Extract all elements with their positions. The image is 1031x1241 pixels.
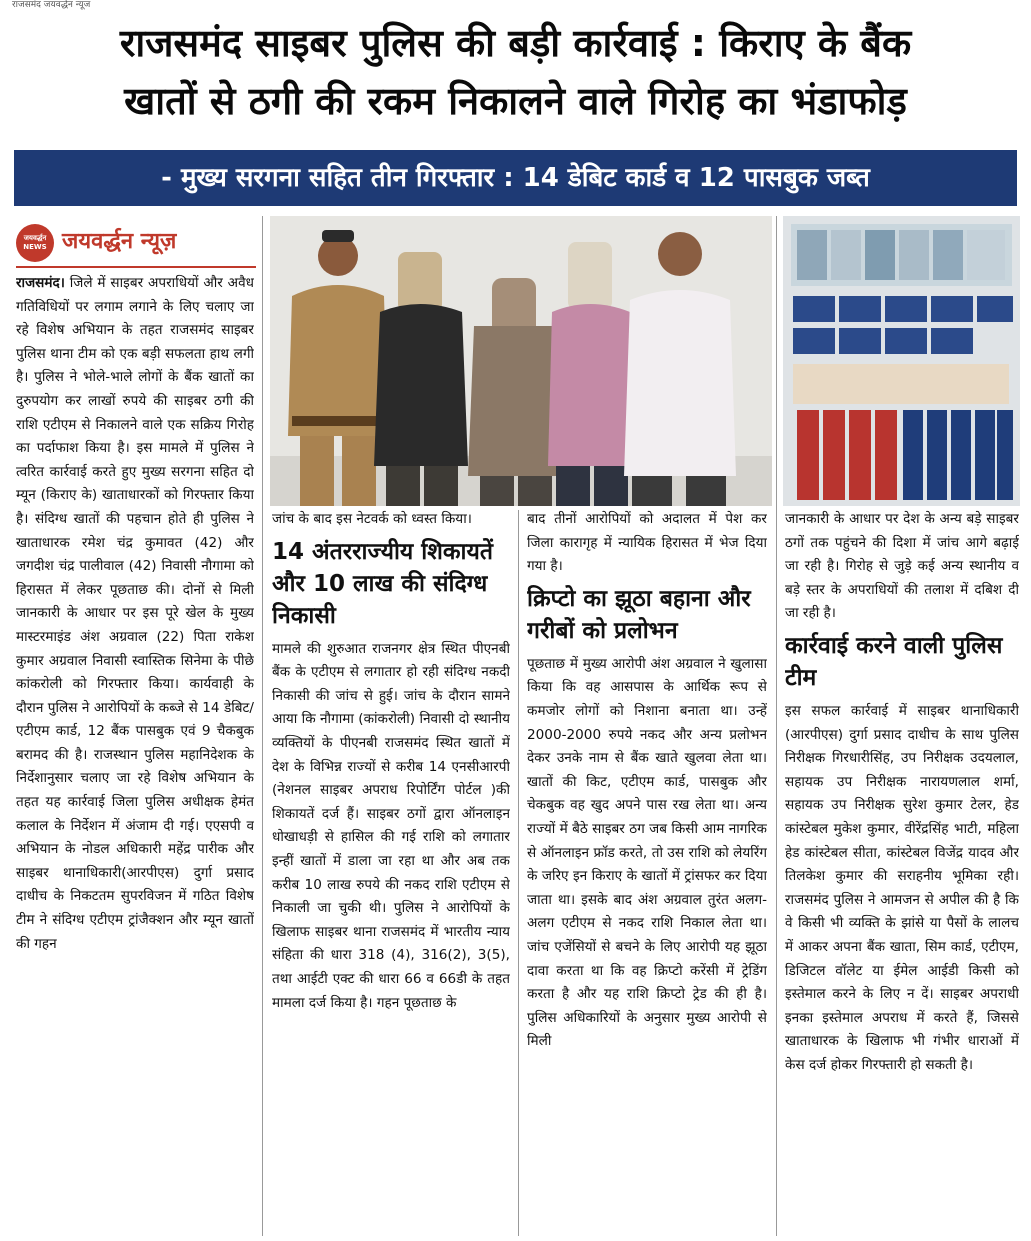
arrest-photo — [270, 216, 772, 506]
column-divider-3 — [776, 216, 777, 1236]
logo-badge-icon — [16, 224, 54, 262]
column-3-intro: बाद तीनों आरोपियों को अदालत में पेश कर जिला कारागृह में न्यायिक हिरासत में भेज दिया गया है। — [527, 511, 767, 575]
column-3-text: पूछताछ में मुख्य आरोपी अंश अग्रवाल ने खुलासा किया कि वह आसपास के आर्थिक रूप से कमजोर लोगों को निशाना बनाता था। उन्हें 2000-2000 रुपये नकद और अन्य प्रलोभन देकर उनके नाम से बैंक खाते खुलवा लेता था। खातों की किट, एटीएम कार्ड, पासबुक और चेकबुक वह खुद अपने पास रख लेता था। अन्य राज्यों में बैठे साइबर ठग जब किसी आम नागरिक से ऑनलाइन फ्रॉड करते, तो उस राशि को लेयरिंग के जरिए इन किराए के खातों में ट्रांसफर कर दिया जाता था। इसके बाद अंश अग्रवाल तुरंत अलग-अलग एटीएम से नकद राशि निकाल लेता था। जांच एजेंसियों से बचने के लिए आरोपी यह झूठा दावा करता था कि वह क्रिप्टो करेंसी में ट्रेडिंग करता है और यह राशि क्रिप्टो ट्रेड की ही है। पुलिस अधिकारियों के अनुसार मुख्य आरोपी से मिली — [527, 655, 767, 1050]
subheadline-bar — [14, 150, 1017, 206]
column-4-intro: जानकारी के आधार पर देश के अन्य बड़े साइबर ठगों तक पहुंचने की दिशा में जांच आगे बढ़ाई जा रही है। गिरोह से जुड़े कई अन्य स्थानीय व बड़े स्तर के अपराधियों की तलाश में दबिश दी जा रही है। — [785, 511, 1019, 622]
seized-items-photo — [783, 216, 1020, 506]
logo-badge-line-2: NEWS — [23, 243, 47, 251]
dateline: राजसमंद। — [16, 275, 65, 291]
column-2-intro: जांच के बाद इस नेटवर्क को ध्वस्त किया। — [272, 511, 472, 527]
headline-line-2: खातों से ठगी की रकम निकालने वाले गिरोह का भंडाफोड़ — [124, 79, 907, 123]
top-strip: राजसमंद जयवर्द्धन न्यूज — [12, 0, 91, 10]
subheadline: - मुख्य सरगना सहित तीन गिरफ्तार : 14 डेबिट कार्ड व 12 पासबुक जब्त — [161, 163, 870, 193]
column-2-heading: 14 अंतरराज्यीय शिकायतें और 10 लाख की संदिग्ध निकासी — [272, 538, 493, 629]
column-3-heading: क्रिप्टो का झूठा बहाना और गरीबों को प्रलोभन — [527, 585, 751, 644]
column-4 — [785, 508, 1019, 1237]
logo-badge-line-1: जयवर्द्धन — [23, 234, 47, 242]
column-2 — [272, 508, 510, 1237]
column-1 — [16, 272, 254, 1237]
column-4-heading: कार्रवाई करने वाली पुलिस टीम — [785, 632, 1003, 691]
column-2-text: मामले की शुरुआत राजनगर क्षेत्र स्थित पीएनबी बैंक के एटीएम से लगातार हो रही संदिग्ध नकदी निकासी की जांच से हुई। जांच के दौरान सामने आया कि नौगामा (कांकरोली) निवासी दो स्थानीय व्यक्तियों के पीएनबी राजसमंद स्थित खातों में देश के विभिन्न राज्यों से करीब 14 एनसीआरपी (नेशनल साइबर अपराध रिपोर्टिंग पोर्टल )की शिकायतें दर्ज हैं। साइबर ठगों द्वारा ऑनलाइन धोखाधड़ी से हासिल की गई राशि को लगातार इन्हीं खातों में डाला जा रहा था और अब तक करीब 10 लाख रुपये की नकद राशि एटीएम से निकाली जा चुकी थी। पुलिस ने आरोपियों के खिलाफ साइबर थाना राजसमंद में भारतीय न्याय संहिता की धारा 318 (4), 316(2), 3(5), तथा आईटी एक्ट की धारा 66 व 66डी के तहत मामला दर्ज किया है। गहन पूछताछ के — [272, 640, 510, 1011]
column-4-text: इस सफल कार्रवाई में साइबर थानाधिकारी (आरपीएस) दुर्गा प्रसाद दाधीच के साथ पुलिस निरीक्षक गिरधारीसिंह, उप निरीक्षक उदयलाल, सहायक उप निरीक्षक नारायणलाल शर्मा, सहायक उप निरीक्षक सुरेश कुमार टेलर, हेड कांस्टेबल मुकेश कुमार, वीरेंद्रसिंह भाटी, महिला हेड कांस्टेबल सीता, कांस्टेबल विजेंद्र यादव और तिलकेश कुमार की सराहनीय भूमिका रही। राजसमंद पुलिस ने आमजन से अपील की है कि वे किसी भी व्यक्ति के झांसे या पैसों के लालच में आकर अपना बैंक खाता, सिम कार्ड, एटीएम, डिजिटल वॉलेट या ईमेल आईडी किसी को इस्तेमाल करने के लिए न दें। साइबर अपराधी इनका इस्तेमाल अपराध में करते हैं, जिससे खाताधारक के खिलाफ भी गंभीर धाराओं में केस दर्ज होकर गिरफ्तारी हो सकती है। — [785, 702, 1019, 1073]
seized-items-image — [783, 216, 1020, 506]
headline — [0, 14, 1031, 130]
column-divider-2 — [518, 510, 519, 1236]
headline-line-1: राजसमंद साइबर पुलिस की बड़ी कार्रवाई : किराए के बैंक — [119, 21, 912, 65]
column-divider-1 — [262, 216, 263, 1236]
column-1-text: जिले में साइबर अपराधियों और अवैध गतिविधियों पर लगाम लगाने के लिए चलाए जा रहे विशेष अभियान के तहत राजसमंद साइबर पुलिस थाना टीम को एक बड़ी सफलता हाथ लगी है। पुलिस ने भोले-भाले लोगों के बैंक खातों का दुरुपयोग कर लाखों रुपये की साइबर ठगी की राशि एटीएम से निकालने वाले एक सक्रिय गिरोह का पर्दाफाश किया है। इस मामले में पुलिस ने त्वरित कार्रवाई करते हुए मुख्य सरगना सहित दो म्यून (किराए के) खाताधारकों को गिरफ्तार किया है। संदिग्ध खातों की पहचान होते ही पुलिस ने खाताधारक रमेश चंद्र कुमावत (42) और जगदीश चंद्र पालीवाल (42) निवासी नौगामा को हिरासत में लेकर पूछताछ की। दोनों से मिली जानकारी के आधार पर इस पूरे खेल के मुख्य मास्टरमाइंड अंश अग्रवाल (22) पिता राकेश कुमार अग्रवाल निवासी स्वास्तिक सिनेमा के पीछे कांकरोली को गिरफ्तार किया। कार्यवाही के दौरान पुलिस ने आरोपियों के कब्जे से 14 डेबिट/एटीएम कार्ड, 12 बैंक पासबुक एवं 9 चैकबुक बरामद की है। राजस्थान पुलिस महानिदेशक के निर्देशानुसार चलाए जा रहे विशेष अभियान के तहत यह कार्रवाई जिला पुलिस अधीक्षक हेमंत कलाल के निर्देशन में अंजाम दी गई। एएसपी व अभियान के नोडल अधिकारी महेंद्र पारीक और साइबर थानाधिकारी(आरपीएस) दुर्गा प्रसाद दाधीच के निकटतम सुपरविजन में गठित विशेष टीम ने संदिग्ध एटीएम ट्रांजैक्शन और म्यून खातों की गहन — [16, 275, 254, 952]
column-3 — [527, 508, 767, 1237]
logo-underline — [16, 266, 256, 268]
arrest-photo-image — [270, 216, 772, 506]
column-1-body — [16, 272, 254, 956]
logo-brand-text: जयवर्द्धन न्यूज़ — [62, 229, 177, 254]
newspaper-logo — [16, 222, 256, 264]
